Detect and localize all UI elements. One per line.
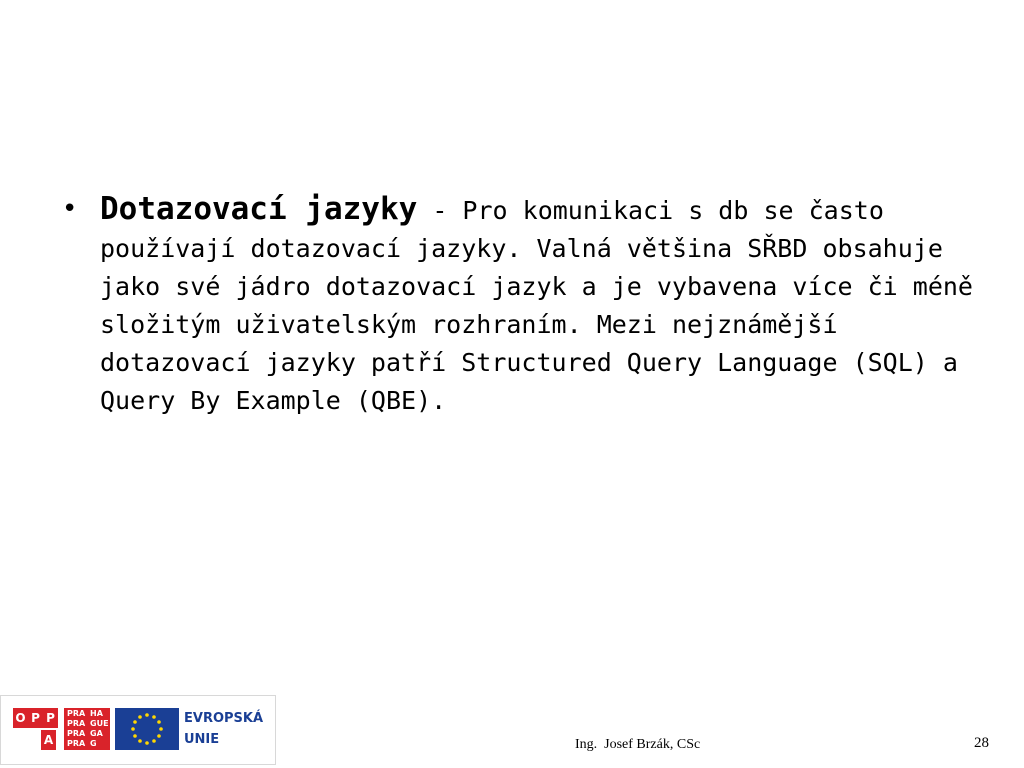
eu-stars-icon — [115, 708, 179, 750]
oppa-letter: A — [41, 730, 56, 750]
footer-author: Ing. Josef Brzák, CSc — [575, 737, 701, 752]
bullet-text — [100, 190, 975, 420]
eu-funding-logo — [0, 695, 276, 765]
oppa-letter: O — [13, 708, 28, 728]
praha-word: GUE — [90, 719, 109, 728]
praha-logo — [64, 708, 110, 750]
eu-label-line1: EVROPSKÁ — [184, 711, 264, 726]
bullet-term: Dotazovací jazyky — [100, 191, 418, 227]
bullet-dot: • — [62, 194, 78, 224]
praha-word: G — [90, 739, 97, 748]
eu-label-line2: UNIE — [184, 732, 220, 747]
praha-word: HA — [90, 709, 103, 718]
oppa-logo — [13, 708, 59, 750]
slide-content — [62, 190, 982, 420]
praha-word: PRA — [67, 709, 86, 718]
oppa-letter: P — [43, 708, 58, 728]
praha-word: PRA — [67, 739, 86, 748]
eu-flag-icon — [115, 708, 179, 750]
oppa-letter: P — [28, 708, 43, 728]
praha-word: PRA — [67, 719, 86, 728]
page-number: 28 — [974, 735, 989, 751]
praha-word: PRA — [67, 729, 86, 738]
bullet-body: - Pro komunikaci s db se často používají dotazovací jazyky. Valná většina SŘBD obsahuje jako své jádro dotazovací jazyk a je vybavena více či méně složitým uživatelským rozhraním. Mezi nejznámější dotazovací jazyky patří Structured Query Language (SQL) a Query By Example (QBE). — [100, 196, 973, 415]
eu-label — [184, 708, 263, 750]
bullet-item — [62, 190, 982, 420]
praha-word: GA — [90, 729, 103, 738]
